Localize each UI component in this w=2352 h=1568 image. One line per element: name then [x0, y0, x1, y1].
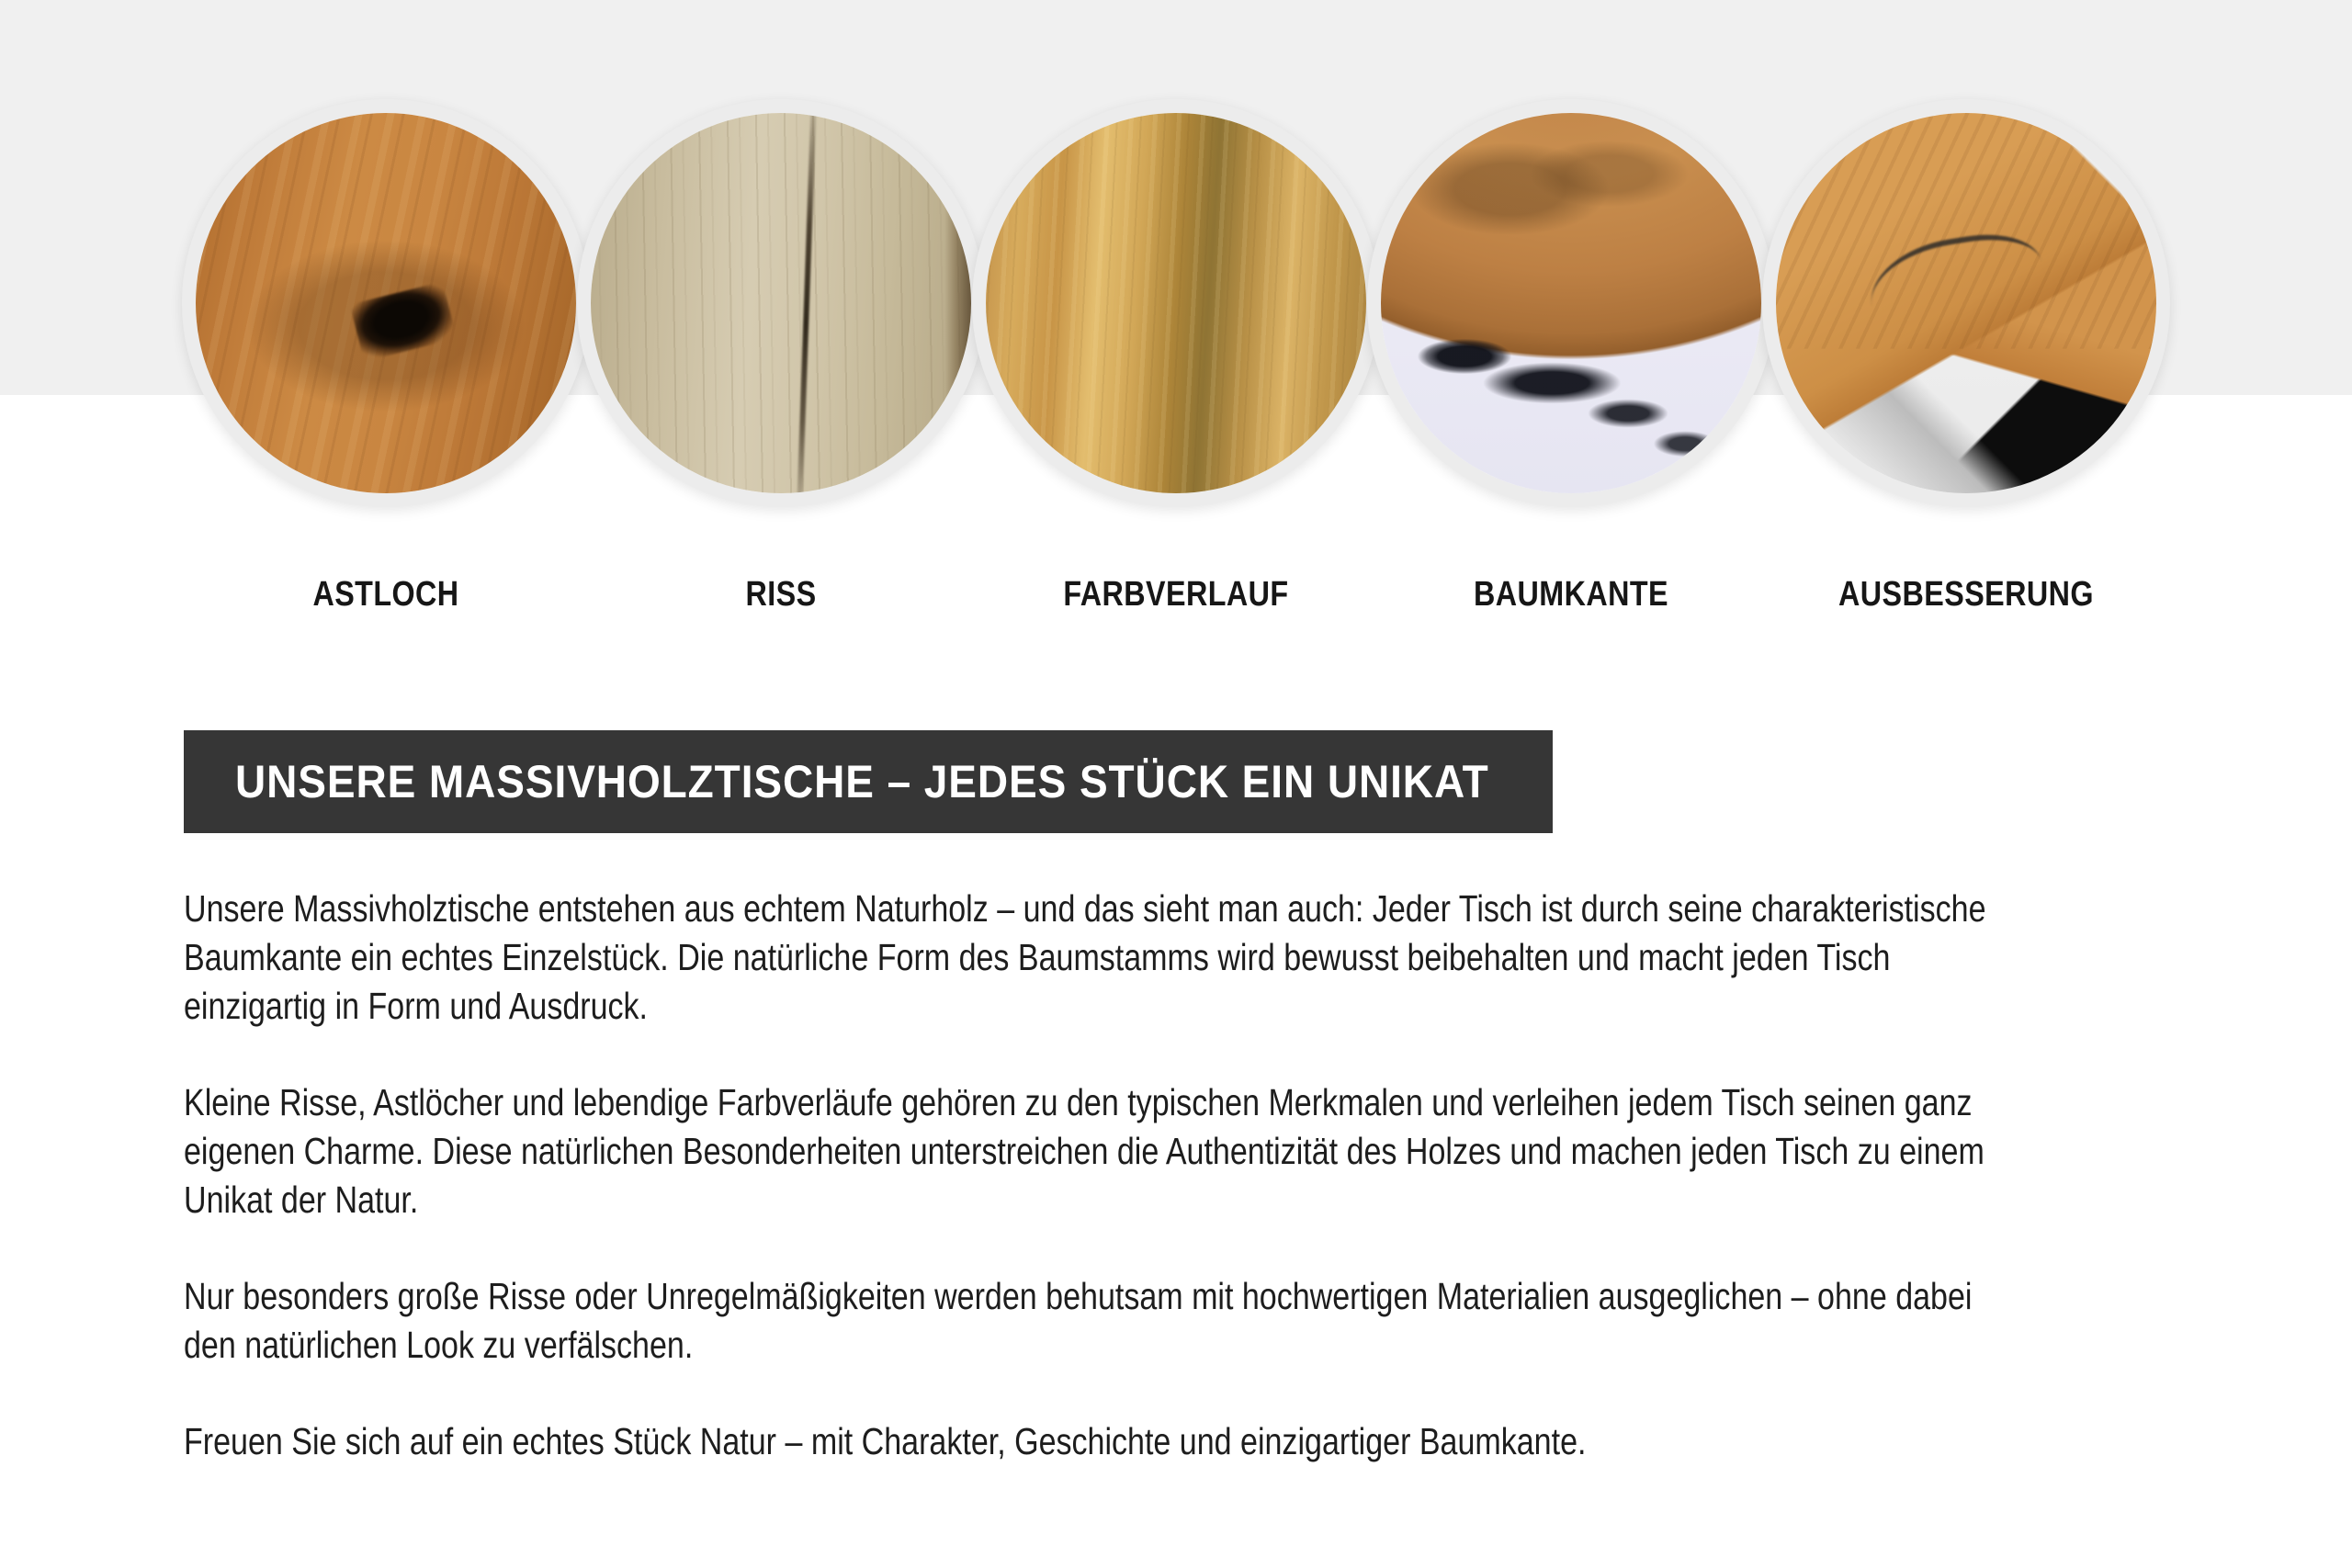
repaired-crack-detail	[1863, 225, 2045, 312]
feature-item-farbverlauf	[972, 99, 1380, 615]
wood-texture-riss	[591, 113, 971, 493]
wood-photo-baumkante	[1367, 99, 1775, 507]
feature-item-astloch	[182, 99, 590, 615]
feature-label-baumkante: BAUMKANTE	[1474, 575, 1668, 614]
feature-item-baumkante	[1367, 99, 1775, 615]
paragraph-3	[184, 1272, 2168, 1370]
feature-label-ausbesserung: AUSBESSERUNG	[1838, 575, 2094, 614]
wood-texture-farbverlauf	[986, 113, 1366, 493]
feature-label-farbverlauf: FARBVERLAUF	[1063, 575, 1289, 614]
text-line: Unsere Massivholztische entstehen aus echtem Naturholz – und das sieht man auch: Jeder Tisch ist durch seine charakteristische	[184, 887, 1986, 930]
text-line: Freuen Sie sich auf ein echtes Stück Natur – mit Charakter, Geschichte und einzigartiger Baumkante.	[184, 1420, 1587, 1462]
text-line: eigenen Charme. Diese natürlichen Besonderheiten unterstreichen die Authentizität des Holzes und machen jeden Tisch zu einem	[184, 1130, 1984, 1172]
feature-gallery	[0, 99, 2352, 615]
wood-photo-astloch	[182, 99, 590, 507]
wood-texture-baumkante	[1381, 113, 1761, 493]
text-line: Nur besonders große Risse oder Unregelmäßigkeiten werden behutsam mit hochwertigen Materialien ausgeglichen – ohne dabei	[184, 1275, 1973, 1317]
text-line: Unikat der Natur.	[184, 1179, 419, 1221]
section-heading: UNSERE MASSIVHOLZTISCHE – JEDES STÜCK EIN UNIKAT	[235, 756, 1489, 807]
wood-texture-ausbesserung	[1776, 113, 2156, 493]
feature-label-astloch: ASTLOCH	[312, 575, 459, 614]
wood-photo-ausbesserung	[1762, 99, 2170, 507]
section-body	[184, 885, 2168, 1466]
knot-hole-detail	[350, 281, 457, 361]
paragraph-4	[184, 1417, 2168, 1466]
wood-photo-riss	[577, 99, 985, 507]
section-content	[184, 730, 2168, 1514]
text-line: einzigartig in Form und Ausdruck.	[184, 985, 649, 1027]
feature-item-ausbesserung	[1762, 99, 2170, 615]
wood-texture-astloch	[196, 113, 576, 493]
paragraph-2	[184, 1078, 2168, 1224]
crack-detail	[797, 113, 816, 493]
paragraph-1	[184, 885, 2168, 1031]
section-heading-banner	[184, 730, 1553, 833]
text-line: Kleine Risse, Astlöcher und lebendige Farbverläufe gehören zu den typischen Merkmalen und verleihen jedem Tisch seinen ganz	[184, 1081, 1973, 1123]
wood-photo-farbverlauf	[972, 99, 1380, 507]
text-line: den natürlichen Look zu verfälschen.	[184, 1324, 694, 1366]
feature-label-riss: RISS	[745, 575, 817, 614]
text-line: Baumkante ein echtes Einzelstück. Die natürliche Form des Baumstamms wird bewusst beibehalten und macht jeden Tisch	[184, 936, 1891, 978]
feature-item-riss	[577, 99, 985, 615]
